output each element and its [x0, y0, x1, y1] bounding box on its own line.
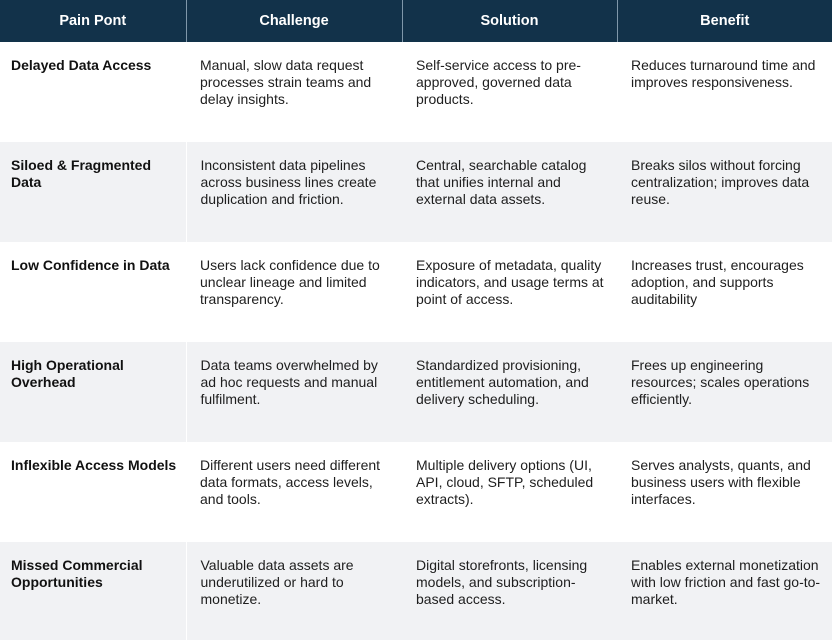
header-benefit: Benefit [617, 0, 832, 42]
solution-cell: Standardized provisioning, entitlement automation, and delivery scheduling. [402, 342, 617, 442]
header-row [0, 0, 832, 42]
benefit-cell: Frees up engineering resources; scales operations efficiently. [617, 342, 832, 442]
table-header [0, 0, 832, 42]
table-row [0, 342, 832, 442]
pain-point-cell: Inflexible Access Models [11, 457, 177, 473]
table-row [0, 542, 832, 640]
pain-point-cell: Low Confidence in Data [11, 257, 170, 273]
header-pain-point: Pain Pont [0, 0, 186, 42]
benefit-cell: Reduces turnaround time and improves responsiveness. [631, 57, 816, 90]
benefit-cell: Increases trust, encourages adoption, and supports auditability [631, 257, 804, 307]
pain-point-cell: High Operational Overhead [0, 342, 186, 442]
pain-point-cell: Missed Commercial Opportunities [0, 542, 186, 640]
solution-cell: Exposure of metadata, quality indicators, and usage terms at point of access. [416, 257, 604, 307]
challenge-cell: Inconsistent data pipelines across business lines create duplication and friction. [186, 142, 402, 242]
challenge-cell: Valuable data assets are underutilized or hard to monetize. [186, 542, 402, 640]
table-row [0, 242, 832, 342]
challenge-cell: Different users need different data formats, access levels, and tools. [200, 457, 381, 507]
solution-cell: Multiple delivery options (UI, API, cloud, SFTP, scheduled extracts). [416, 457, 594, 507]
benefit-cell: Serves analysts, quants, and business users with flexible interfaces. [631, 457, 811, 507]
challenge-cell: Data teams overwhelmed by ad hoc requests and manual fulfilment. [186, 342, 402, 442]
solution-cell: Self-service access to pre-approved, governed data products. [416, 57, 581, 107]
header-challenge: Challenge [186, 0, 402, 42]
table-row [0, 42, 832, 142]
benefit-cell: Breaks silos without forcing centralization; improves data reuse. [617, 142, 832, 242]
benefit-cell: Enables external monetization with low friction and fast go-to-market. [617, 542, 832, 640]
pain-point-cell: Delayed Data Access [11, 57, 152, 73]
table-row [0, 142, 832, 242]
table-row [0, 442, 832, 542]
header-solution: Solution [402, 0, 617, 42]
challenge-cell: Manual, slow data request processes strain teams and delay insights. [200, 57, 372, 107]
pain-point-cell: Siloed & Fragmented Data [0, 142, 186, 242]
solution-cell: Central, searchable catalog that unifies internal and external data assets. [402, 142, 617, 242]
solution-cell: Digital storefronts, licensing models, and subscription-based access. [402, 542, 617, 640]
challenge-cell: Users lack confidence due to unclear lineage and limited transparency. [200, 257, 380, 307]
table-body [0, 42, 832, 640]
